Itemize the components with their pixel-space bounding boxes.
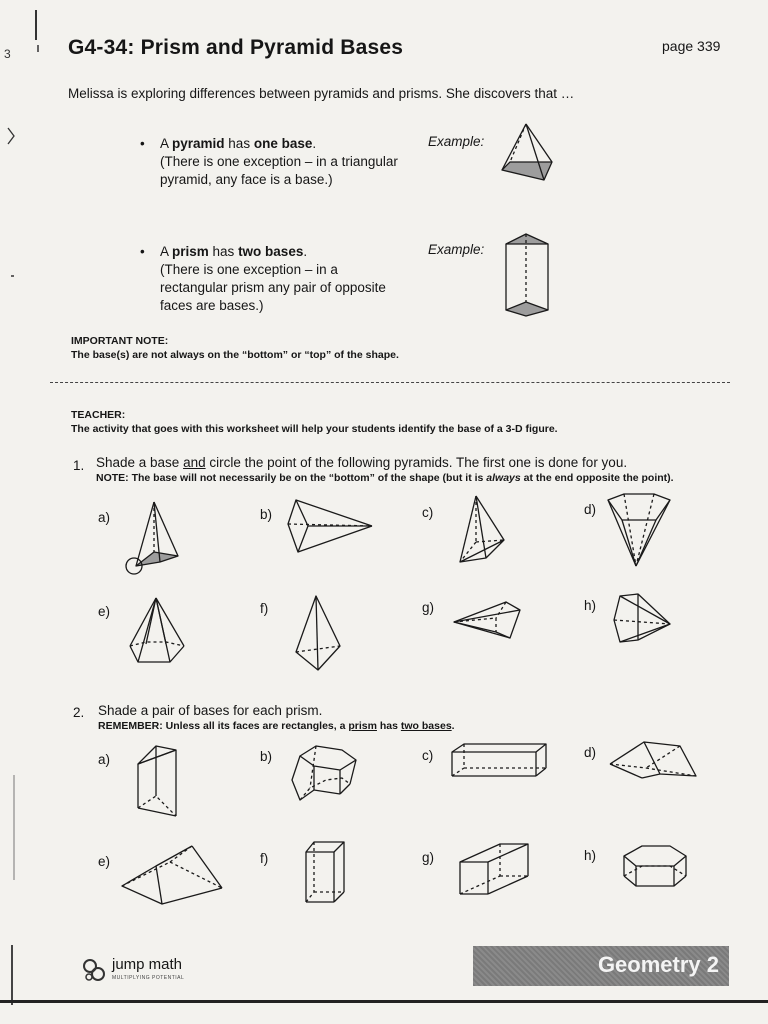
example-pyramid-figure: [498, 122, 558, 184]
svg-text:3: 3: [4, 47, 11, 61]
q2-label-d: d): [584, 745, 597, 760]
fact-detail: rectangular prism any pair of opposite: [160, 280, 386, 295]
example-prism-figure: [502, 230, 552, 322]
example-label: Example:: [428, 242, 485, 257]
q2g-prism-figure: [456, 842, 532, 898]
note-emphasis: always: [486, 472, 521, 484]
bullet-icon: •: [140, 136, 145, 151]
jump-math-logo-tagline: MULTIPLYING POTENTIAL: [112, 975, 185, 981]
note-underlined: prism: [348, 720, 377, 732]
q2e-prism-figure: [118, 842, 228, 908]
teacher-heading: TEACHER:: [71, 409, 126, 421]
fact-detail: pyramid, any face is a base.): [160, 172, 333, 187]
fact-detail: faces are bases.): [160, 298, 264, 313]
intro-text: Melissa is exploring differences between pyramids and prisms. She discovers that …: [68, 86, 575, 101]
fact-text: A: [160, 136, 173, 151]
q1-label-b: b): [260, 507, 273, 522]
jump-math-logo-text: jump math: [112, 956, 183, 973]
question-2-number: 2.: [73, 705, 85, 720]
q1e-pyramid-figure: [126, 596, 188, 666]
q1f-pyramid-figure: [294, 594, 344, 674]
note-text: .: [451, 720, 455, 732]
question-2-note: [98, 720, 455, 732]
q1-label-d: d): [584, 502, 597, 517]
prism-fact: [140, 243, 430, 315]
fact-term: pyramid: [172, 136, 225, 151]
q1g-pyramid-figure: [452, 598, 524, 644]
q2-label-b: b): [260, 749, 273, 764]
question-2-text: Shade a pair of bases for each prism.: [98, 703, 323, 718]
q1-label-c: c): [422, 505, 434, 520]
q2h-prism-figure: [620, 844, 692, 890]
question-text: circle the point of the following pyramids. The first one is done for you.: [205, 455, 628, 470]
important-note-heading: IMPORTANT NOTE:: [71, 335, 169, 347]
question-underlined: and: [183, 455, 206, 470]
question-1-note: [96, 472, 674, 484]
fact-term: prism: [172, 244, 209, 259]
fact-detail: (There is one exception – in a: [160, 262, 338, 277]
pyramid-fact: [140, 135, 430, 189]
q2c-prism-figure: [450, 742, 550, 782]
page-bottom-edge: [0, 1000, 768, 1003]
note-text: REMEMBER: Unless all its faces are rectangles, a: [98, 720, 349, 732]
q2b-prism-figure: [290, 744, 360, 804]
q2-label-g: g): [422, 850, 435, 865]
bullet-icon: •: [140, 244, 145, 259]
fact-text: A: [160, 244, 173, 259]
scan-left-margin: [0, 0, 40, 1024]
question-text: Shade a base: [96, 455, 184, 470]
jump-math-logo-icon: [80, 956, 110, 986]
q2-label-a: a): [98, 752, 111, 767]
q2d-prism-figure: [604, 740, 700, 782]
fact-emphasis: two bases: [238, 244, 304, 259]
q1-label-g: g): [422, 600, 435, 615]
unit-badge-label: Geometry 2: [597, 952, 719, 977]
worksheet-title: G4-34: Prism and Pyramid Bases: [68, 36, 404, 59]
q1-label-f: f): [260, 601, 269, 616]
q1d-pyramid-figure: [600, 492, 676, 568]
q2-label-f: f): [260, 851, 269, 866]
q1-label-a: a): [98, 510, 111, 525]
important-note-text: The base(s) are not always on the “bottom” or “top” of the shape.: [71, 349, 399, 361]
q1b-pyramid-figure: [284, 496, 376, 556]
q2-label-c: c): [422, 748, 434, 763]
q2-label-e: e): [98, 854, 111, 869]
q1a-pyramid-figure: [122, 500, 184, 578]
unit-badge: [473, 946, 729, 986]
example-label: Example:: [428, 134, 485, 149]
note-text: has: [376, 720, 401, 732]
note-text: NOTE: The base will not necessarily be on the “bottom” of the shape (but it is: [96, 472, 487, 484]
q1-label-e: e): [98, 604, 111, 619]
fact-emphasis: one base: [253, 136, 313, 151]
note-text: at the end opposite the point).: [520, 472, 674, 484]
q2-label-h: h): [584, 848, 597, 863]
fact-text: .: [303, 244, 308, 259]
fact-text: has: [224, 136, 254, 151]
q1-label-h: h): [584, 598, 597, 613]
question-1-text: [96, 455, 627, 470]
q1c-pyramid-figure: [456, 494, 508, 566]
section-divider: [50, 382, 730, 383]
q2f-prism-figure: [302, 840, 348, 906]
q2a-prism-figure: [134, 744, 182, 820]
question-1-number: 1.: [73, 458, 85, 473]
q1h-pyramid-figure: [612, 592, 674, 646]
note-underlined: two bases: [400, 720, 452, 732]
fact-text: .: [312, 136, 317, 151]
fact-detail: (There is one exception – in a triangular: [160, 154, 398, 169]
fact-text: has: [208, 244, 239, 259]
teacher-note-text: The activity that goes with this worksheet will help your students identify the base of a 3-D figure.: [71, 423, 558, 435]
page-number: page 339: [662, 38, 721, 54]
